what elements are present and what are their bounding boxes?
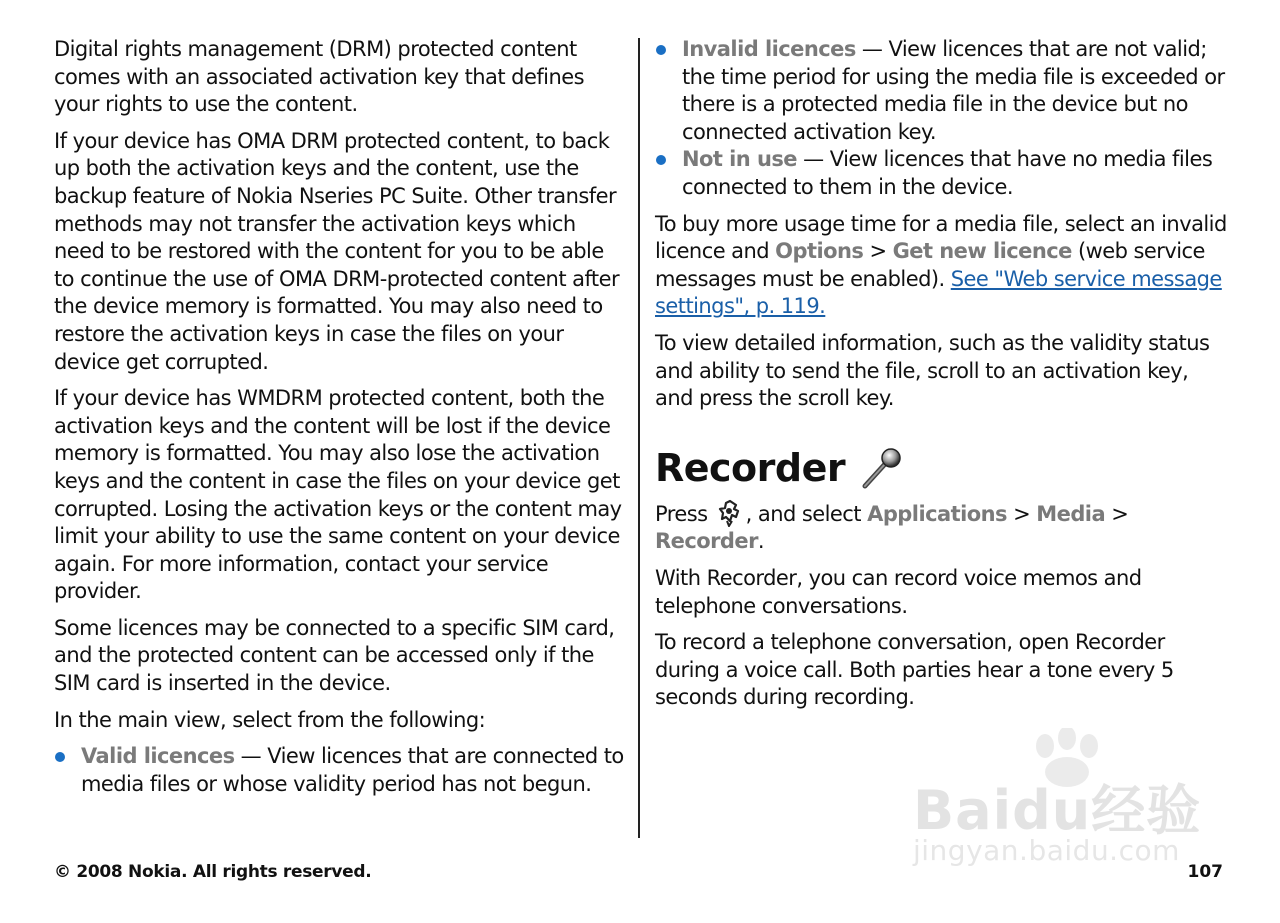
right-bullet-list: [655, 36, 1230, 202]
list-item-not-in-use: [655, 146, 1230, 201]
microphone-icon: [859, 446, 903, 490]
web-service-settings-link[interactable]: See "Web service message settings", p. 119.: [655, 266, 1222, 319]
term-not-in-use: Not in use: [682, 147, 798, 172]
right-column: [655, 36, 1230, 721]
copyright-footer: © 2008 Nokia. All rights reserved.: [54, 862, 372, 882]
page-number: 107: [1187, 862, 1223, 882]
press-text-2: , and select: [745, 501, 868, 526]
bullet-icon: [55, 752, 65, 762]
list-item-valid-licences: [54, 743, 628, 798]
term-media: Media: [1036, 501, 1106, 526]
view-details-paragraph: To view detailed information, such as the validity status and ability to send the file, scroll to an activation key, and press the scroll key.: [655, 330, 1210, 411]
left-bullet-list: [54, 743, 628, 798]
baidu-watermark: [905, 728, 1210, 878]
buy-text-2: (web service messages must be enabled).: [655, 239, 1205, 291]
recorder-intro-paragraph: With Recorder, you can record voice memos and telephone conversations.: [655, 565, 1142, 618]
left-column: [54, 36, 628, 807]
term-valid-licences: Valid licences: [81, 744, 235, 769]
oma-drm-paragraph: If your device has OMA DRM protected content, to back up both the activation keys and the content, use the backup feature of Nokia Nseries PC Suite. Other transfer methods may not transfer the activation keys which need to be restored with the content for you to be able to continue the use of OMA DRM-protected content after the device memory is formatted. You may also need to restore the activation keys in case the files on your device get corrupted.: [54, 128, 620, 374]
term-invalid-licences: Invalid licences: [682, 37, 856, 61]
sim-licence-paragraph: Some licences may be connected to a specific SIM card, and the protected content can be accessed only if the SIM card is inserted in the device.: [54, 615, 615, 696]
term-applications: Applications: [867, 501, 1007, 526]
list-item-invalid-licences: [655, 36, 1230, 146]
buy-text-1: To buy more usage time for a media file, select an invalid licence and: [655, 211, 1227, 264]
bullet-icon: [656, 155, 666, 165]
term-get-new-licence: Get new licence: [892, 239, 1072, 264]
watermark-url: jingyan.baidu.com: [913, 834, 1180, 867]
term-recorder: Recorder: [655, 529, 758, 554]
recorder-heading-text: Recorder: [655, 445, 846, 490]
bullet-icon: [656, 45, 666, 55]
press-end: .: [757, 529, 765, 554]
press-text-1: Press: [655, 501, 714, 526]
recorder-heading: [655, 445, 1230, 491]
press-menu-paragraph: [655, 499, 1230, 556]
watermark-logo: Baidu经验: [913, 779, 1202, 842]
menu-separator: >: [863, 239, 893, 264]
not-in-use-description: — View licences that have no media files connected to them in the device.: [682, 147, 1213, 199]
column-divider: [638, 38, 640, 838]
menu-separator: >: [1006, 501, 1037, 526]
menu-key-icon: [717, 499, 743, 527]
main-view-paragraph: In the main view, select from the following:: [54, 707, 486, 732]
drm-intro-paragraph: Digital rights management (DRM) protected content comes with an associated activation key that defines your rights to use the content.: [54, 37, 584, 117]
valid-licences-description: — View licences that are connected to media files or whose validity period has not begun.: [81, 744, 624, 796]
term-options: Options: [775, 239, 864, 264]
menu-separator: >: [1105, 501, 1129, 526]
invalid-licences-description: — View licences that are not valid; the time period for using the media file is exceeded or there is a protected media file in the device but no connected activation key.: [682, 37, 1225, 144]
wmdrm-paragraph: If your device has WMDRM protected content, both the activation keys and the content will be lost if the device memory is formatted. You may also lose the activation keys and the content in case the files on your device get corrupted. Losing the activation keys or the content may limit your ability to use the same content on your device again. For more information, contact your service provider.: [54, 386, 622, 604]
buy-usage-paragraph: [655, 211, 1230, 321]
record-call-paragraph: To record a telephone conversation, open Recorder during a voice call. Both parties hear a tone every 5 seconds during recording.: [655, 630, 1174, 710]
